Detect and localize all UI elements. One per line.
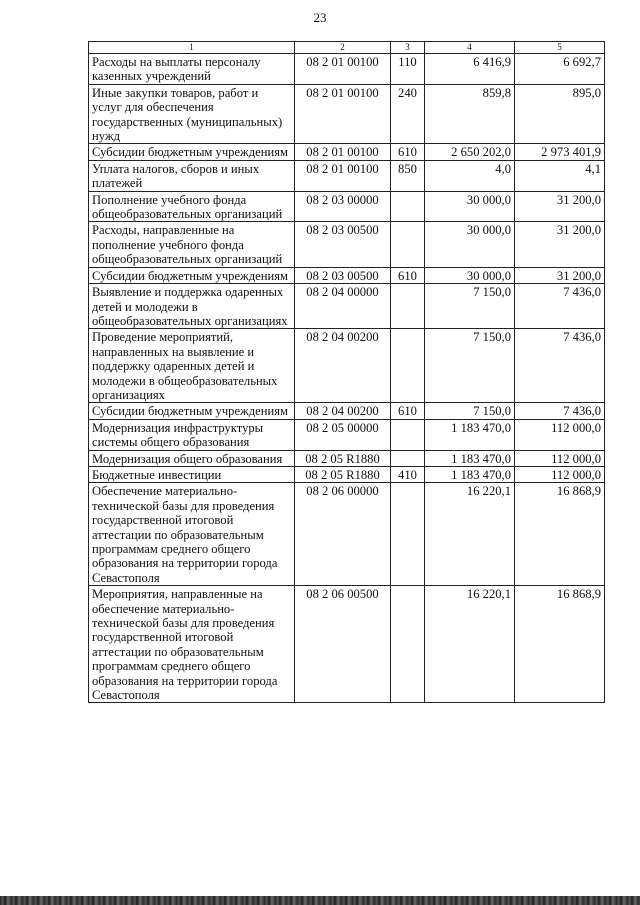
- table-row: [89, 403, 605, 419]
- row-amount-year-1: 30 000,0: [425, 267, 515, 283]
- row-expense-type: [391, 329, 425, 403]
- row-amount-year-2: 7 436,0: [515, 329, 605, 403]
- row-amount-year-2: 2 973 401,9: [515, 144, 605, 160]
- table-row: [89, 466, 605, 482]
- row-amount-year-2: 112 000,0: [515, 466, 605, 482]
- row-amount-year-1: 30 000,0: [425, 191, 515, 222]
- row-expense-type: [391, 191, 425, 222]
- scan-edge-strip: [0, 896, 640, 905]
- column-header-year-1: 4: [425, 42, 515, 54]
- table-row: [89, 329, 605, 403]
- table-row: [89, 84, 605, 144]
- row-code: 08 2 04 00200: [295, 403, 391, 419]
- row-amount-year-2: 7 436,0: [515, 403, 605, 419]
- table-row: [89, 54, 605, 85]
- row-name: Пополнение учебного фонда общеобразовательных организаций: [89, 191, 295, 222]
- row-expense-type: 410: [391, 466, 425, 482]
- row-name: Выявление и поддержка одаренных детей и молодежи в общеобразовательных организациях: [89, 284, 295, 329]
- row-code: 08 2 01 00100: [295, 160, 391, 191]
- row-amount-year-2: 7 436,0: [515, 284, 605, 329]
- row-name: Субсидии бюджетным учреждениям: [89, 144, 295, 160]
- table-row: [89, 267, 605, 283]
- budget-table: [88, 41, 605, 703]
- row-code: 08 2 03 00500: [295, 222, 391, 267]
- row-amount-year-1: 16 220,1: [425, 483, 515, 586]
- table-row: [89, 450, 605, 466]
- table-row: [89, 144, 605, 160]
- table-row: [89, 586, 605, 703]
- row-amount-year-2: 16 868,9: [515, 586, 605, 703]
- column-header-expense-type: 3: [391, 42, 425, 54]
- row-amount-year-2: 16 868,9: [515, 483, 605, 586]
- row-expense-type: 610: [391, 267, 425, 283]
- row-expense-type: [391, 586, 425, 703]
- row-amount-year-1: 7 150,0: [425, 329, 515, 403]
- row-expense-type: [391, 419, 425, 450]
- row-amount-year-1: 16 220,1: [425, 586, 515, 703]
- row-amount-year-2: 4,1: [515, 160, 605, 191]
- row-amount-year-1: 1 183 470,0: [425, 419, 515, 450]
- row-amount-year-1: 859,8: [425, 84, 515, 144]
- row-amount-year-2: 31 200,0: [515, 222, 605, 267]
- table-row: [89, 191, 605, 222]
- table-header-row: [89, 42, 605, 54]
- row-expense-type: 610: [391, 144, 425, 160]
- row-name: Модернизация общего образования: [89, 450, 295, 466]
- table-row: [89, 284, 605, 329]
- row-amount-year-2: 31 200,0: [515, 267, 605, 283]
- row-code: 08 2 01 00100: [295, 54, 391, 85]
- column-header-name: 1: [89, 42, 295, 54]
- row-amount-year-2: 895,0: [515, 84, 605, 144]
- row-amount-year-1: 7 150,0: [425, 403, 515, 419]
- row-name: Расходы, направленные на пополнение учебного фонда общеобразовательных организаций: [89, 222, 295, 267]
- row-code: 08 2 03 00500: [295, 267, 391, 283]
- row-code: 08 2 04 00000: [295, 284, 391, 329]
- row-amount-year-1: 6 416,9: [425, 54, 515, 85]
- row-name: Обеспечение материально-технической базы для проведения государственной итоговой аттестации по образовательным программам среднего общего образования на территории города Севастополя: [89, 483, 295, 586]
- row-expense-type: 850: [391, 160, 425, 191]
- row-code: 08 2 05 00000: [295, 419, 391, 450]
- row-expense-type: 610: [391, 403, 425, 419]
- row-name: Проведение мероприятий, направленных на выявление и поддержку одаренных детей и молодежи в общеобразовательных организациях: [89, 329, 295, 403]
- row-name: Бюджетные инвестиции: [89, 466, 295, 482]
- row-expense-type: 110: [391, 54, 425, 85]
- row-expense-type: [391, 483, 425, 586]
- row-name: Субсидии бюджетным учреждениям: [89, 403, 295, 419]
- row-expense-type: [391, 284, 425, 329]
- row-code: 08 2 05 R1880: [295, 466, 391, 482]
- row-code: 08 2 05 R1880: [295, 450, 391, 466]
- table-row: [89, 419, 605, 450]
- row-amount-year-2: 112 000,0: [515, 450, 605, 466]
- row-code: 08 2 01 00100: [295, 144, 391, 160]
- column-header-code: 2: [295, 42, 391, 54]
- table-row: [89, 160, 605, 191]
- table-row: [89, 222, 605, 267]
- row-amount-year-1: 1 183 470,0: [425, 466, 515, 482]
- row-name: Мероприятия, направленные на обеспечение материально-технической базы для проведения государственной итоговой аттестации по образовательным программам среднего общего образования на территории города Севастополя: [89, 586, 295, 703]
- column-header-year-2: 5: [515, 42, 605, 54]
- row-name: Уплата налогов, сборов и иных платежей: [89, 160, 295, 191]
- page-number: 23: [313, 10, 327, 25]
- row-code: 08 2 03 00000: [295, 191, 391, 222]
- row-amount-year-1: 4,0: [425, 160, 515, 191]
- row-amount-year-2: 112 000,0: [515, 419, 605, 450]
- row-expense-type: [391, 450, 425, 466]
- row-code: 08 2 06 00500: [295, 586, 391, 703]
- row-amount-year-1: 7 150,0: [425, 284, 515, 329]
- row-name: Модернизация инфраструктуры системы общего образования: [89, 419, 295, 450]
- row-name: Расходы на выплаты персоналу казенных учреждений: [89, 54, 295, 85]
- row-expense-type: [391, 222, 425, 267]
- row-amount-year-1: 2 650 202,0: [425, 144, 515, 160]
- row-name: Субсидии бюджетным учреждениям: [89, 267, 295, 283]
- row-amount-year-2: 31 200,0: [515, 191, 605, 222]
- row-code: 08 2 06 00000: [295, 483, 391, 586]
- row-expense-type: 240: [391, 84, 425, 144]
- table-row: [89, 483, 605, 586]
- row-code: 08 2 01 00100: [295, 84, 391, 144]
- row-code: 08 2 04 00200: [295, 329, 391, 403]
- row-amount-year-1: 1 183 470,0: [425, 450, 515, 466]
- row-name: Иные закупки товаров, работ и услуг для обеспечения государственных (муниципальных) нужд: [89, 84, 295, 144]
- row-amount-year-2: 6 692,7: [515, 54, 605, 85]
- row-amount-year-1: 30 000,0: [425, 222, 515, 267]
